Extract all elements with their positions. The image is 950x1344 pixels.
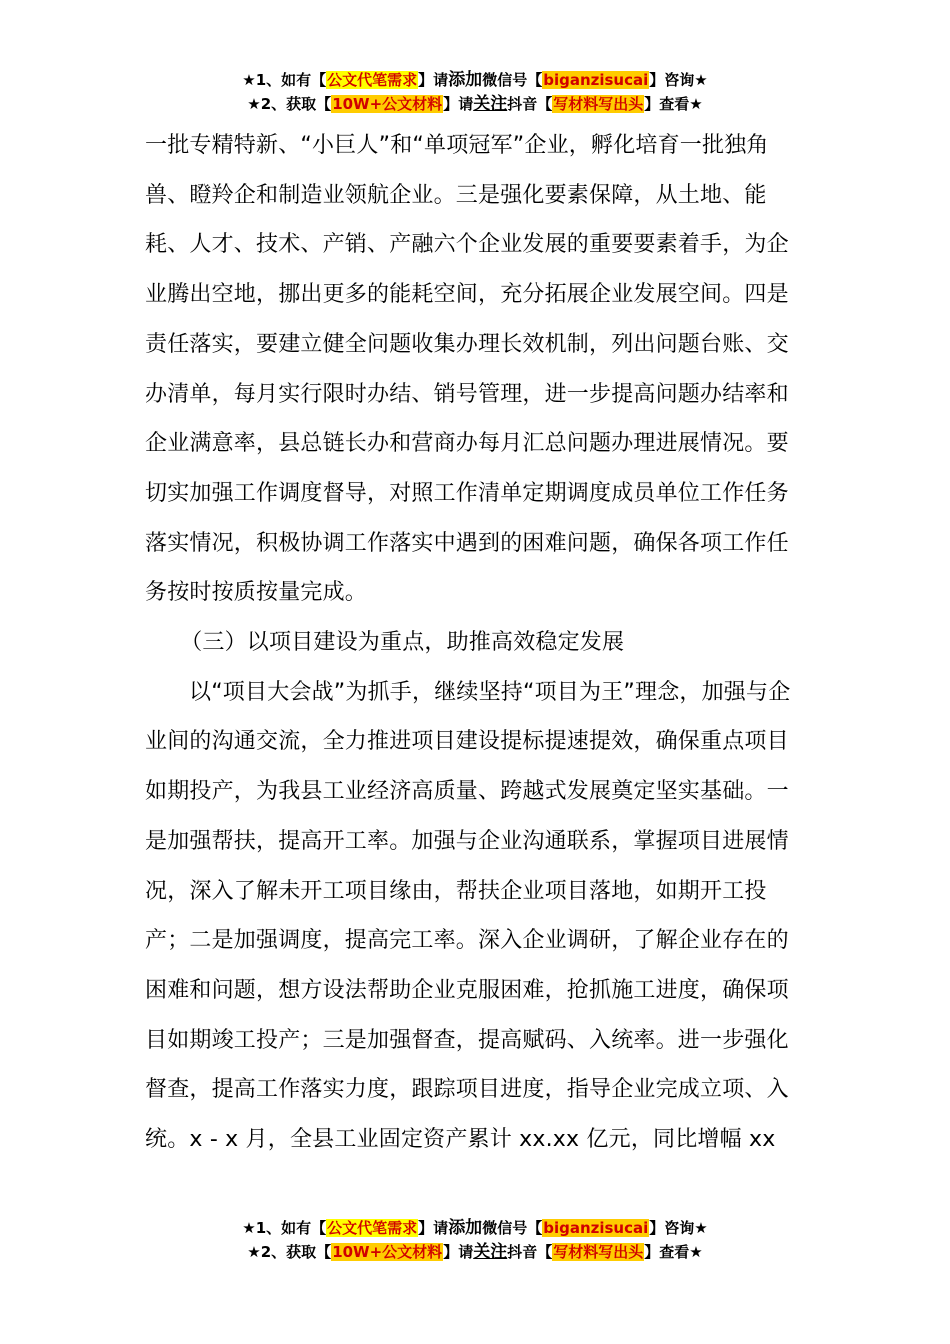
paragraph-1: 一批专精特新、“小巨人”和“单项冠军”企业，孵化培育一批独角兽、瞪羚企和制造业领航企业。三是强化要素保障，从土地、能耗、人才、技术、产销、产融六个企业发展的重要要素着手，为企业腾出空地，挪出更多的能耗空间，充分拓展企业发展空间。四是责任落实，要建立健全问题收集办理长效机制，列出问题台账、交办清单，每月实行限时办结、销号管理，进一步提高问题办结率和企业满意率，县总链长办和营商办每月汇总问题办理进展情况。要切实加强工作调度督导，对照工作清单定期调度成员单位工作任务落实情况，积极协调工作落实中遇到的困难问题，确保各项工作任务按时按质按量完成。 — [145, 133, 789, 606]
footer-highlight-service: 公文代笔需求 — [327, 1219, 418, 1237]
footer-banner — [0, 1216, 950, 1264]
footer-highlight-wechat-id: biganzisucai — [543, 1219, 649, 1237]
banner-highlight-service: 公文代笔需求 — [327, 71, 418, 89]
banner-line-2: ★2、获取【10W+公文材料】请关注抖音【写材料写出头】查看★ — [247, 94, 703, 114]
banner-line-1: ★1、如有【公文代笔需求】请添加微信号【biganzisucai】咨询★ — [242, 70, 708, 90]
banner-highlight-douyin: 写材料写出头 — [553, 95, 644, 113]
footer-highlight-materials: 10W+公文材料 — [332, 1243, 443, 1261]
document-body — [145, 121, 810, 1165]
header-banner — [0, 68, 950, 116]
paragraph-2: 以“项目大会战”为抓手，继续坚持“项目为王”理念，加强与企业间的沟通交流，全力推进项目建设提标提速提效，确保重点项目如期投产，为我县工业经济高质量、跨越式发展奠定坚实基础。一是加强帮扶，提高开工率。加强与企业沟通联系，掌握项目进展情况，深入了解未开工项目缘由，帮扶企业项目落地，如期开工投产；二是加强调度，提高完工率。深入企业调研，了解企业存在的困难和问题，想方设法帮助企业克服困难，抢抓施工进度，确保项目如期竣工投产；三是加强督查，提高赋码、入统率。进一步强化督查，提高工作落实力度，跟踪项目进度，指导企业完成立项、入统。x - x 月，全县工业固定资产累计 xx.xx 亿元，同比增幅 xx — [145, 679, 791, 1153]
banner-highlight-materials: 10W+公文材料 — [332, 95, 443, 113]
footer-line-1: ★1、如有【公文代笔需求】请添加微信号【biganzisucai】咨询★ — [242, 1218, 708, 1238]
section-heading: （三）以项目建设为重点，助推高效稳定发展 — [180, 630, 625, 656]
footer-highlight-douyin: 写材料写出头 — [553, 1243, 644, 1261]
banner-highlight-wechat-id: biganzisucai — [543, 71, 649, 89]
footer-line-2: ★2、获取【10W+公文材料】请关注抖音【写材料写出头】查看★ — [247, 1242, 703, 1262]
